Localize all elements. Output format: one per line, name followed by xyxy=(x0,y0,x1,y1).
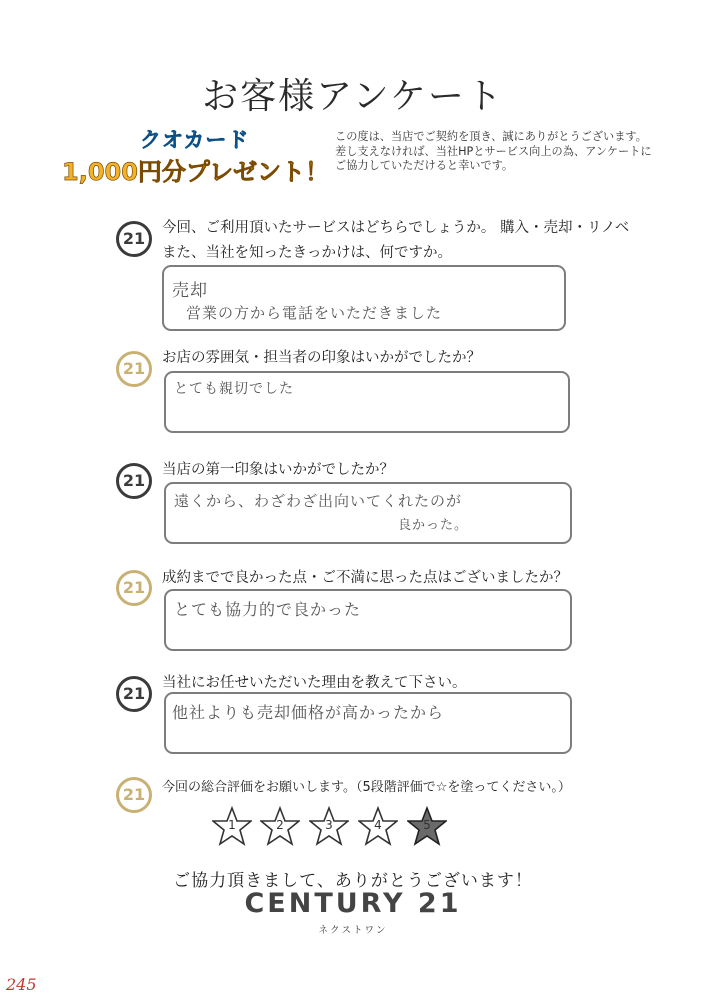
brand-logo: CENTURY 21 xyxy=(244,888,462,919)
answer-4-line-1: とても協力的で良かった xyxy=(174,600,362,619)
intro-line: ご協力していただけると幸いです。 xyxy=(335,159,514,172)
answer-1-line-1: 売却 xyxy=(172,281,208,301)
question-3: 当店の第一印象はいかがでしたか？ xyxy=(162,462,394,478)
star-label: 1 xyxy=(228,818,236,832)
star-label: 4 xyxy=(374,818,382,832)
intro-text xyxy=(335,130,675,174)
star-label: 3 xyxy=(325,818,333,832)
thanks-message: ご協力頂きまして、ありがとうございます！ xyxy=(173,871,533,891)
century21-icon: 21 xyxy=(116,351,152,387)
intro-line: 差し支えなければ、当社HPとサービス向上の為、アンケートに xyxy=(335,144,652,158)
page-title: お客様アンケート xyxy=(202,76,504,117)
question-2: お店の雰囲気・担当者の印象はいかがでしたか？ xyxy=(162,350,481,366)
question-1-line-2: また、当社を知ったきっかけは、何ですか。 xyxy=(162,245,452,261)
question-1-line-1: 今回、ご利用頂いたサービスはどちらでしょうか。 購入・売却・リノベ xyxy=(162,220,630,236)
star-rating-3[interactable] xyxy=(309,806,349,846)
century21-icon: 21 xyxy=(116,676,152,712)
question-4: 成約までで良かった点・ご不満に思った点はございましたか？ xyxy=(162,570,568,586)
branch-name: ネクストワン xyxy=(318,925,388,936)
promo-line-2: 1,000円分プレゼント！ xyxy=(62,158,329,186)
page-number: 245 xyxy=(6,975,37,994)
answer-3-line-2: 良かった。 xyxy=(398,518,469,533)
answer-2-line-1: とても親切でした xyxy=(174,381,294,397)
answer-3-line-1: 遠くから、わざわざ出向いてくれたのが xyxy=(174,492,463,510)
answer-1-line-2: 営業の方から電話をいただきました xyxy=(186,304,443,322)
question-5: 当社にお任せいただいた理由を教えて下さい。 xyxy=(162,675,467,691)
star-rating-5[interactable] xyxy=(407,806,447,846)
century21-icon: 21 xyxy=(116,463,152,499)
star-rating-4[interactable] xyxy=(358,806,398,846)
century21-icon: 21 xyxy=(116,777,152,813)
century21-icon: 21 xyxy=(116,570,152,606)
answer-5-line-1: 他社よりも売却価格が高かったから xyxy=(172,703,445,722)
century21-icon: 21 xyxy=(116,221,152,257)
intro-line: この度は、当店でご契約を頂き、誠にありがとうございます。 xyxy=(335,130,647,143)
promo-line-1: クオカード xyxy=(140,128,250,152)
star-label: 5 xyxy=(423,818,431,832)
question-6: 今回の総合評価をお願いします。（5段階評価で☆を塗ってください。） xyxy=(162,780,571,795)
star-rating-2[interactable] xyxy=(260,806,300,846)
star-rating-1[interactable] xyxy=(212,806,252,846)
star-label: 2 xyxy=(276,818,284,832)
